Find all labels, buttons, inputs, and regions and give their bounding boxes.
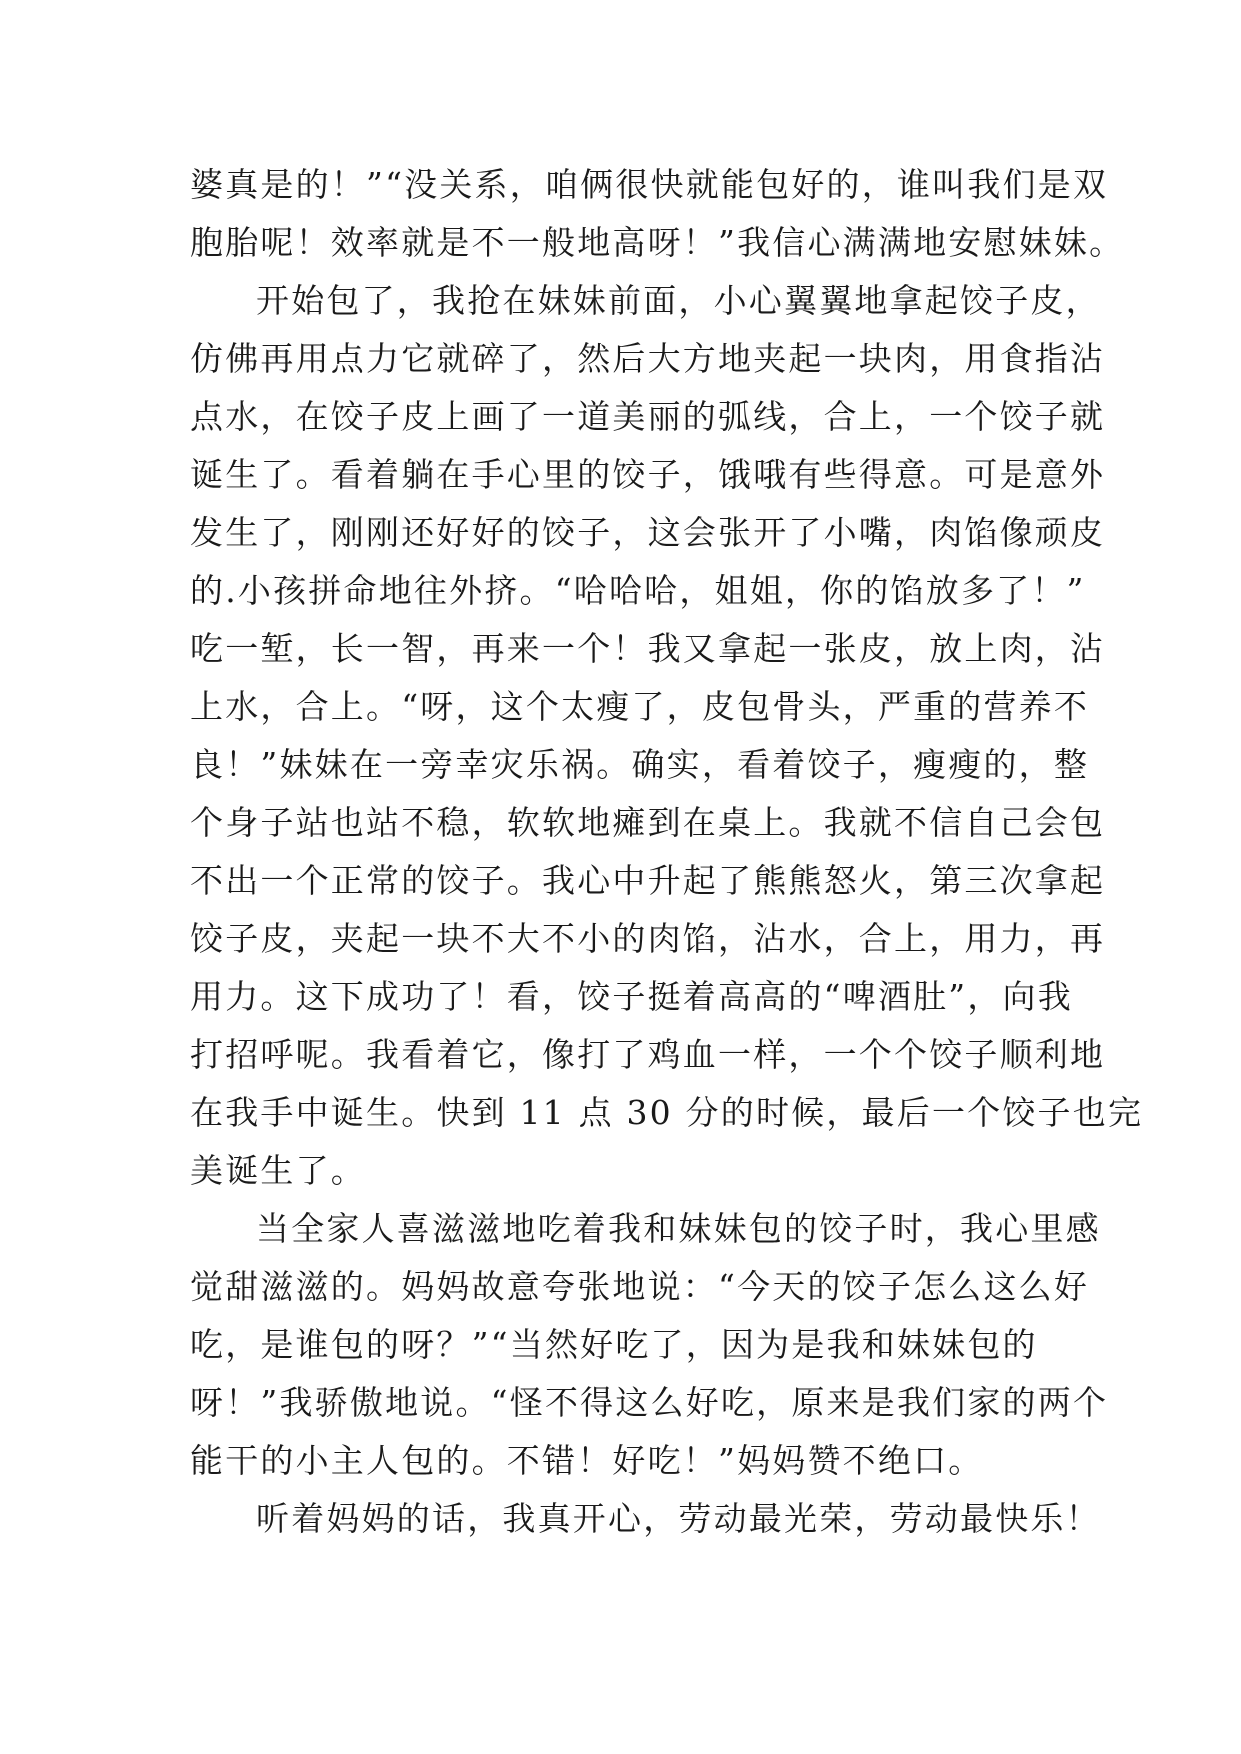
paragraph-first-line: 听着妈妈的话，我真开心，劳动最光荣，劳动最快乐！	[256, 1499, 1101, 1538]
text-line: 美诞生了。	[190, 1151, 366, 1190]
text-line: 良！”妹妹在一旁幸灾乐祸。确实，看着饺子，瘦瘦的，整	[190, 745, 1090, 784]
text-line: 诞生了。看着躺在手心里的饺子，饿哦有些得意。可是意外	[190, 455, 1106, 494]
text-line: 婆真是的！”“没关系，咱俩很快就能包好的，谁叫我们是双	[190, 165, 1109, 204]
text-line: 觉甜滋滋的。妈妈故意夸张地说：“今天的饺子怎么这么好	[190, 1267, 1090, 1306]
text-line: 能干的小主人包的。不错！好吃！”妈妈赞不绝口。	[190, 1441, 984, 1480]
text-line: 吃一堑，长一智，再来一个！我又拿起一张皮，放上肉，沾	[190, 629, 1106, 668]
text-line: 吃，是谁包的呀？”“当然好吃了，因为是我和妹妹包的	[190, 1325, 1038, 1364]
text-line: 呀！”我骄傲地说。“怪不得这么好吃，原来是我们家的两个	[190, 1383, 1109, 1422]
text-line: 用力。这下成功了！看，饺子挺着高高的“啤酒肚”，向我	[190, 977, 1073, 1016]
body-text	[190, 156, 1144, 1548]
text-line: 点水，在饺子皮上画了一道美丽的弧线，合上，一个饺子就	[190, 397, 1106, 436]
paragraph-first-line: 开始包了，我抢在妹妹前面，小心翼翼地拿起饺子皮，	[256, 281, 1101, 320]
text-line: 发生了，刚刚还好好的饺子，这会张开了小嘴，肉馅像顽皮	[190, 513, 1106, 552]
text-line: 个身子站也站不稳，软软地瘫到在桌上。我就不信自己会包	[190, 803, 1106, 842]
text-line: 上水，合上。“呀，这个太瘦了，皮包骨头，严重的营养不	[190, 687, 1090, 726]
paragraph-first-line: 当全家人喜滋滋地吃着我和妹妹包的饺子时，我心里感	[256, 1209, 1101, 1248]
text-line: 饺子皮，夹起一块不大不小的肉馅，沾水，合上，用力，再	[190, 919, 1106, 958]
text-line: 胞胎呢！效率就是不一般地高呀！”我信心满满地安慰妹妹。	[190, 223, 1125, 262]
text-line: 打招呼呢。我看着它，像打了鸡血一样，一个个饺子顺利地	[190, 1035, 1106, 1074]
text-line: 在我手中诞生。快到 11 点 30 分的时候，最后一个饺子也完	[190, 1093, 1144, 1132]
text-line: 仿佛再用点力它就碎了，然后大方地夹起一块肉，用食指沾	[190, 339, 1106, 378]
text-line: 的.小孩拼命地往外挤。“哈哈哈，姐姐，你的馅放多了！”	[190, 571, 1086, 610]
text-line: 不出一个正常的饺子。我心中升起了熊熊怒火，第三次拿起	[190, 861, 1106, 900]
